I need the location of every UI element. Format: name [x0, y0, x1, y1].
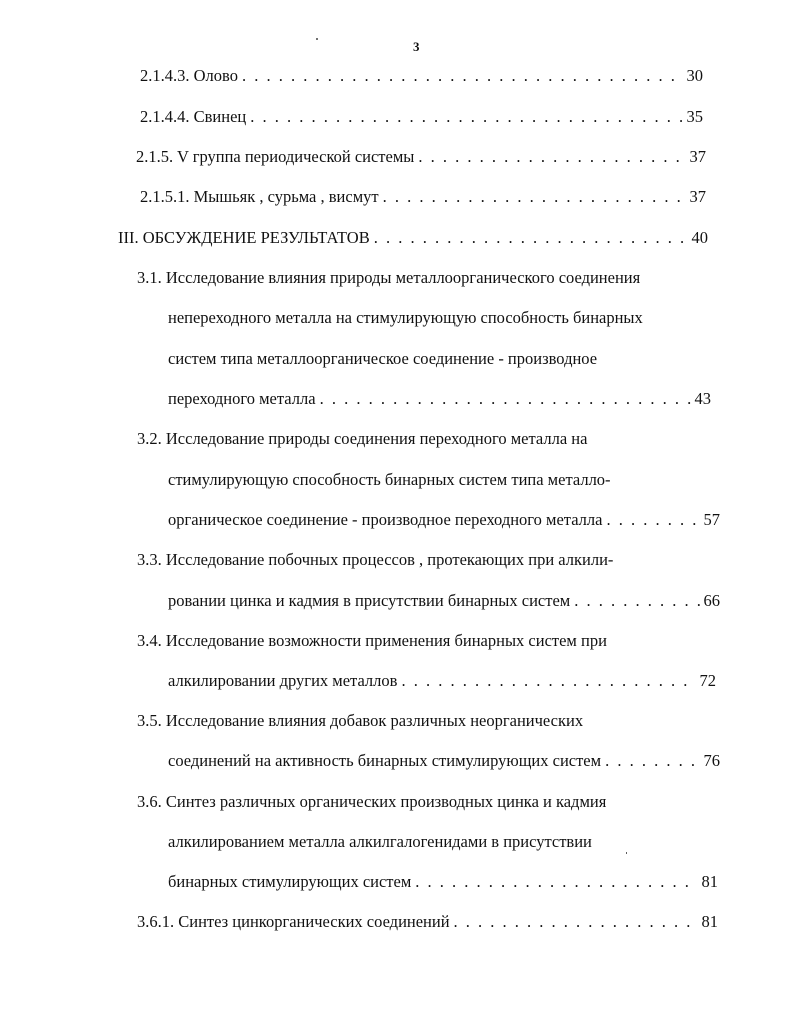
dot-leader — [374, 228, 688, 248]
dot-leader — [605, 751, 699, 771]
toc-entry-page: 57 — [703, 510, 720, 529]
toc-entry-page: 76 — [703, 751, 720, 770]
dot-leader — [574, 591, 699, 611]
toc-entry-3-1-line2 — [168, 308, 643, 328]
toc-entry-arsenic — [140, 187, 706, 207]
toc-entry-page: 37 — [689, 187, 706, 206]
toc-entry-chapter-iii — [118, 228, 708, 248]
toc-entry-page: 81 — [701, 872, 718, 891]
toc-entry-text: ровании цинка и кадмия в присутствии бинарных систем — [168, 591, 571, 610]
toc-entry-3-4-line1 — [137, 631, 607, 651]
toc-entry-page: 30 — [686, 66, 703, 85]
toc-entry-3-6-line2 — [168, 832, 592, 852]
toc-entry-page: 72 — [699, 671, 716, 690]
scan-speck — [316, 38, 318, 40]
toc-entry-3-4-line2 — [168, 671, 716, 691]
toc-entry-group-v — [136, 147, 706, 167]
toc-entry-3-5-line2 — [168, 751, 720, 771]
dot-leader — [415, 872, 697, 892]
dot-leader — [250, 107, 682, 127]
toc-entry-3-2-line1 — [137, 429, 587, 449]
toc-entry-page: 81 — [701, 912, 718, 931]
toc-entry-3-5-line1 — [137, 711, 583, 731]
dot-leader — [320, 389, 691, 409]
toc-entry-3-6-line3 — [168, 872, 718, 892]
toc-entry-title: 2.1.4.4. Свинец — [140, 107, 247, 126]
toc-entry-title: III. ОБСУЖДЕНИЕ РЕЗУЛЬТАТОВ — [118, 228, 370, 247]
toc-entry-text: 3.1. Исследование влияния природы металлоорганического соединения — [137, 268, 641, 287]
toc-entry-text: переходного металла — [168, 389, 316, 408]
toc-entry-text: алкилировании других металлов — [168, 671, 398, 690]
toc-entry-tin — [140, 66, 703, 86]
toc-entry-3-2-line3 — [168, 510, 720, 530]
toc-entry-title: 3.6.1. Синтез цинкорганических соединений — [137, 912, 450, 931]
dot-leader — [401, 671, 695, 691]
toc-entry-text: 3.3. Исследование побочных процессов , протекающих при алкили- — [137, 550, 614, 569]
toc-entry-text: соединений на активность бинарных стимулирующих систем — [168, 751, 602, 770]
dot-leader — [383, 187, 686, 207]
toc-entry-text: стимулирующую способность бинарных систем типа металло- — [168, 470, 611, 489]
toc-entry-3-6-line1 — [137, 792, 606, 812]
toc-entry-text: непереходного металла на стимулирующую способность бинарных — [168, 308, 643, 327]
toc-entry-3-1-line4 — [168, 389, 711, 409]
toc-entry-title: 2.1.4.3. Олово — [140, 66, 238, 85]
toc-entry-text: систем типа металлоорганическое соединение - производное — [168, 349, 598, 368]
toc-entry-3-3-line1 — [137, 550, 613, 570]
toc-entry-page: 37 — [689, 147, 706, 166]
dot-leader — [606, 510, 699, 530]
scan-speck — [626, 852, 627, 854]
toc-entry-3-6-1 — [137, 912, 718, 932]
toc-entry-page: 43 — [694, 389, 711, 408]
toc-entry-page: 35 — [686, 107, 703, 126]
toc-entry-text: 3.2. Исследование природы соединения переходного металла на — [137, 429, 588, 448]
toc-entry-lead — [140, 107, 703, 127]
toc-entry-3-1-line3 — [168, 349, 597, 369]
toc-entry-text: 3.6. Синтез различных органических производных цинка и кадмия — [137, 792, 607, 811]
toc-entry-3-1-line1 — [137, 268, 640, 288]
toc-entry-text: бинарных стимулирующих систем — [168, 872, 412, 891]
dot-leader — [418, 147, 685, 167]
page-number: 3 — [413, 39, 420, 54]
toc-entry-text: 3.5. Исследование влияния добавок различных неорганических — [137, 711, 584, 730]
toc-entry-3-2-line2 — [168, 470, 611, 490]
dot-leader — [454, 912, 698, 932]
toc-entry-title: 2.1.5.1. Мышьяк , сурьма , висмут — [140, 187, 379, 206]
toc-entry-page: 40 — [691, 228, 708, 247]
toc-entry-3-3-line2 — [168, 591, 720, 611]
dot-leader — [242, 66, 683, 86]
toc-entry-text: органическое соединение - производное переходного металла — [168, 510, 603, 529]
toc-entry-text: 3.4. Исследование возможности применения бинарных систем при — [137, 631, 607, 650]
toc-entry-page: 66 — [703, 591, 720, 610]
toc-entry-text: алкилированием металла алкилгалогенидами в присутствии — [168, 832, 592, 851]
toc-entry-title: 2.1.5. V группа периодической системы — [136, 147, 415, 166]
